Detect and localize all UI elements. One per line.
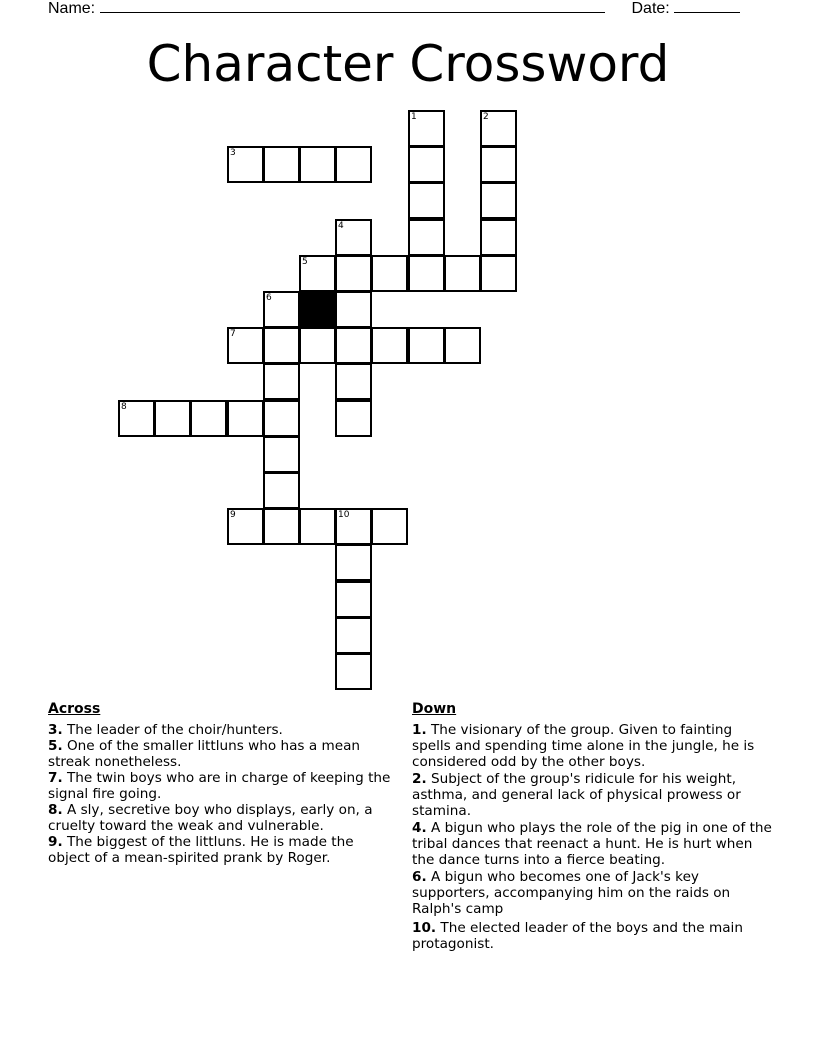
grid-cell[interactable] <box>227 508 264 545</box>
clue-num: 4. <box>412 820 427 836</box>
down-clue <box>412 722 772 770</box>
clue-number: 1 <box>411 112 417 122</box>
clue-text: The twin boys who are in charge of keeping the signal fire going. <box>48 770 391 802</box>
down-heading: Down <box>412 701 457 717</box>
date-blank-line[interactable] <box>674 0 740 13</box>
down-clue <box>412 869 772 917</box>
grid-cell[interactable] <box>408 182 445 219</box>
grid-cell[interactable] <box>444 255 481 292</box>
clue-text: The visionary of the group. Given to fainting spells and spending time alone in the jungle, he is considered odd by the other boys. <box>412 722 755 770</box>
down-clue <box>412 771 772 819</box>
grid-cell[interactable] <box>335 363 372 400</box>
grid-cell[interactable] <box>118 400 155 437</box>
clue-number: 7 <box>230 329 236 339</box>
clue-number: 5 <box>302 257 308 267</box>
clue-text: A bigun who plays the role of the pig in one of the tribal dances that reenact a hunt. He is hurt when the dance turns into a fierce beating. <box>412 820 772 868</box>
across-heading: Across <box>48 701 101 717</box>
grid-cell[interactable] <box>335 400 372 437</box>
clue-text: The biggest of the littluns. He is made the object of a mean-spirited prank by Roger. <box>48 834 354 866</box>
down-clue <box>412 820 772 868</box>
clue-text: Subject of the group's ridicule for his weight, asthma, and general lack of physical prowess or stamina. <box>412 771 741 819</box>
clue-number: 4 <box>338 221 344 231</box>
down-clue-list <box>412 722 772 952</box>
clue-number: 8 <box>121 402 127 412</box>
clue-num: 9. <box>48 834 63 850</box>
grid-cell[interactable] <box>263 327 300 364</box>
name-blank-line[interactable] <box>100 0 605 13</box>
grid-cell[interactable] <box>480 182 517 219</box>
clue-num: 7. <box>48 770 63 786</box>
grid-cell[interactable] <box>408 255 445 292</box>
clue-text: One of the smaller littluns who has a mean streak nonetheless. <box>48 738 361 770</box>
grid-block-cell <box>299 291 336 328</box>
grid-cell[interactable] <box>408 219 445 256</box>
clue-text: The elected leader of the boys and the main protagonist. <box>412 920 743 952</box>
grid-cell[interactable] <box>299 255 336 292</box>
grid-cell[interactable] <box>335 617 372 654</box>
grid-cell[interactable] <box>408 146 445 183</box>
across-clue <box>48 722 393 738</box>
down-clue <box>412 920 772 952</box>
grid-cell[interactable] <box>408 110 445 147</box>
grid-cell[interactable] <box>299 508 336 545</box>
grid-cell[interactable] <box>263 146 300 183</box>
grid-cell[interactable] <box>335 544 372 581</box>
grid-cell[interactable] <box>335 255 372 292</box>
clue-number: 9 <box>230 510 236 520</box>
clue-num: 5. <box>48 738 63 754</box>
clue-num: 2. <box>412 771 427 787</box>
across-clue <box>48 834 393 866</box>
grid-cell[interactable] <box>480 110 517 147</box>
grid-cell[interactable] <box>408 327 445 364</box>
across-clue <box>48 770 393 802</box>
clue-num: 10. <box>412 920 437 936</box>
clue-num: 1. <box>412 722 427 738</box>
grid-cell[interactable] <box>335 508 372 545</box>
across-clue <box>48 738 393 770</box>
grid-cell[interactable] <box>227 400 264 437</box>
clue-num: 3. <box>48 722 63 738</box>
across-clue <box>48 802 393 834</box>
clue-num: 6. <box>412 869 427 885</box>
grid-cell[interactable] <box>335 327 372 364</box>
name-label: Name: <box>48 0 96 17</box>
grid-cell[interactable] <box>263 400 300 437</box>
grid-cell[interactable] <box>154 400 191 437</box>
grid-cell[interactable] <box>371 327 408 364</box>
clue-text: The leader of the choir/hunters. <box>62 722 283 738</box>
clue-number: 3 <box>230 148 236 158</box>
across-clue-list <box>48 722 393 866</box>
grid-cell[interactable] <box>299 327 336 364</box>
grid-cell[interactable] <box>263 472 300 509</box>
date-label: Date: <box>631 0 670 17</box>
grid-cell[interactable] <box>190 400 227 437</box>
grid-cell[interactable] <box>335 581 372 618</box>
grid-cell[interactable] <box>335 291 372 328</box>
clue-text: A sly, secretive boy who displays, early on, a cruelty toward the weak and vulnerable. <box>48 802 373 834</box>
grid-cell[interactable] <box>227 327 264 364</box>
grid-cell[interactable] <box>227 146 264 183</box>
clue-number: 6 <box>266 293 272 303</box>
page-title: Character Crossword <box>146 35 670 93</box>
grid-cell[interactable] <box>263 363 300 400</box>
grid-cell[interactable] <box>263 436 300 473</box>
grid-cell[interactable] <box>335 653 372 690</box>
clue-text: A bigun who becomes one of Jack's key supporters, accompanying him on the raids on Ralph's camp <box>412 869 731 917</box>
grid-cell[interactable] <box>480 146 517 183</box>
grid-cell[interactable] <box>371 255 408 292</box>
header-fields <box>48 0 740 18</box>
across-clues <box>48 700 393 866</box>
grid-cell[interactable] <box>299 146 336 183</box>
grid-cell[interactable] <box>444 327 481 364</box>
grid-cell[interactable] <box>480 219 517 256</box>
grid-cell[interactable] <box>263 508 300 545</box>
down-clues <box>412 700 772 953</box>
grid-cell[interactable] <box>335 219 372 256</box>
clue-num: 8. <box>48 802 63 818</box>
grid-cell[interactable] <box>371 508 408 545</box>
grid-cell[interactable] <box>335 146 372 183</box>
grid-cell[interactable] <box>263 291 300 328</box>
clue-number: 10 <box>338 510 350 520</box>
clue-number: 2 <box>483 112 489 122</box>
grid-cell[interactable] <box>480 255 517 292</box>
